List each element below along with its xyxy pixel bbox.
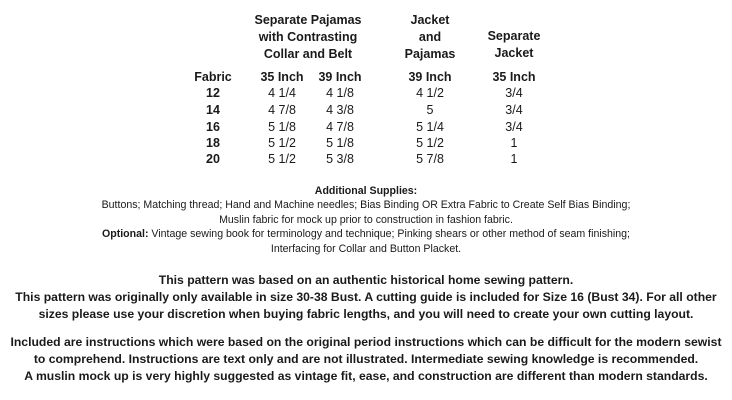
optional-label: Optional: xyxy=(101,228,149,241)
header-separate-pajamas xyxy=(238,12,378,63)
table-cell: 5 1/4 xyxy=(416,120,444,134)
table-cell: 5 1/2 xyxy=(268,152,296,166)
table-row xyxy=(0,119,732,136)
supplies-title: Additional Supplies: xyxy=(314,185,418,197)
header-jacket-and-pajamas xyxy=(388,12,472,63)
table-cell: 5 1/8 xyxy=(326,136,354,150)
header-line: Separate xyxy=(487,29,541,43)
table-cell: 5 3/8 xyxy=(326,152,354,166)
supplies-line: Buttons; Matching thread; Hand and Machine needles; Bias Binding OR Extra Fabric to Create Self Bias Binding; xyxy=(101,199,631,212)
fabric-label: Fabric xyxy=(194,70,232,84)
size-label: 16 xyxy=(206,120,220,134)
size-label: 14 xyxy=(206,103,220,117)
header-line: Jacket xyxy=(410,13,450,27)
table-cell: 5 1/2 xyxy=(416,136,444,150)
table-row xyxy=(0,135,732,152)
table-cell: 4 3/8 xyxy=(326,103,354,117)
header-line: Pajamas xyxy=(404,47,456,61)
supplies-line: Interfacing for Collar and Button Placket. xyxy=(270,242,462,255)
table-row xyxy=(0,85,732,102)
table-cell: 1 xyxy=(510,152,518,166)
note-line: A muslin mock up is very highly suggested as vintage fit, ease, and construction are different than modern standards. xyxy=(24,369,708,383)
header-line: and xyxy=(418,30,442,44)
size-label: 20 xyxy=(206,152,220,166)
supplies-optional-line xyxy=(0,227,732,241)
table-cell: 4 1/4 xyxy=(268,86,296,100)
size-label: 18 xyxy=(206,136,220,150)
header-line: with Contrasting xyxy=(258,30,358,44)
table-row xyxy=(0,102,732,119)
column-header: 35 Inch xyxy=(260,70,304,84)
table-cell: 5 7/8 xyxy=(416,152,444,166)
note-line: Included are instructions which were based on the original period instructions which can be difficult for the modern sewist xyxy=(10,335,722,349)
table-cell: 5 1/2 xyxy=(268,136,296,150)
column-header: 39 Inch xyxy=(318,70,362,84)
table-cell: 3/4 xyxy=(505,86,523,100)
pattern-notes xyxy=(0,272,732,323)
note-line: This pattern was originally only available in size 30-38 Bust. A cutting guide is included for Size 16 (Bust 34). For all other xyxy=(15,290,717,304)
note-line: to comprehend. Instructions are text only and are not illustrated. Intermediate sewing knowledge is recommended. xyxy=(33,352,699,366)
table-cell: 4 7/8 xyxy=(268,103,296,117)
note-line: This pattern was based on an authentic historical home sewing pattern. xyxy=(158,273,574,287)
table-cell: 3/4 xyxy=(505,120,523,134)
table-cell: 1 xyxy=(510,136,518,150)
header-line: Separate Pajamas xyxy=(254,13,362,27)
column-header: 39 Inch xyxy=(408,70,452,84)
column-header: 35 Inch xyxy=(492,70,536,84)
header-line: Jacket xyxy=(494,46,534,60)
table-row xyxy=(0,151,732,168)
instructions-notes xyxy=(0,334,732,385)
supplies-line: Muslin fabric for mock up prior to construction in fashion fabric. xyxy=(219,213,513,226)
optional-text: Vintage sewing book for terminology and technique; Pinking shears or other method of seam finishing; xyxy=(148,228,630,241)
table-cell: 4 7/8 xyxy=(326,120,354,134)
table-cell: 5 1/8 xyxy=(268,120,296,134)
additional-supplies xyxy=(0,184,732,256)
table-cell: 4 1/2 xyxy=(416,86,444,100)
table-cell: 3/4 xyxy=(505,103,523,117)
note-line: sizes please use your discretion when buying fabric lengths, and you will need to create your own cutting layout. xyxy=(38,307,694,321)
table-cell: 5 xyxy=(426,103,434,117)
header-line: Collar and Belt xyxy=(263,47,353,61)
size-label: 12 xyxy=(206,86,220,100)
table-cell: 4 1/8 xyxy=(326,86,354,100)
header-separate-jacket xyxy=(472,28,556,62)
